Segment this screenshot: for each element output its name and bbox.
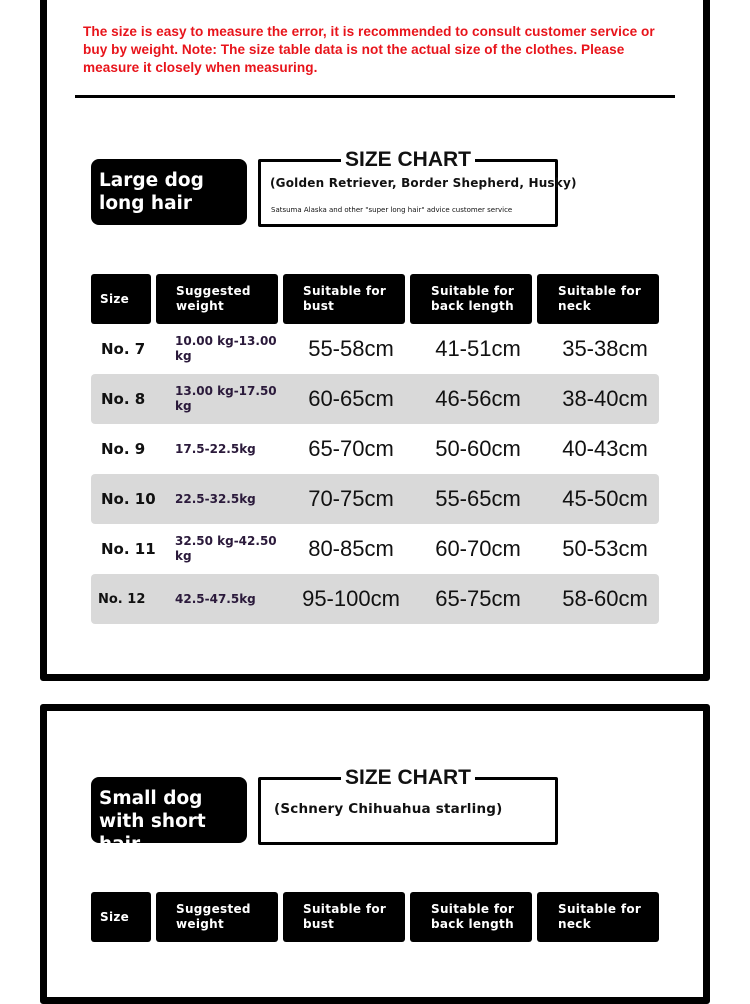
bust-cell: 60-65cm	[308, 386, 394, 411]
weight-cell: 10.00 kg-13.00 kg	[175, 334, 277, 363]
table-row	[91, 424, 659, 474]
table-row	[91, 524, 659, 574]
size-chart-box	[258, 148, 577, 227]
measurement-notice: The size is easy to measure the error, it is recommended to consult customer service or buy by weight. Note: The size table data is not the actual size of the clothes. Please measure it closely when measuring.	[83, 24, 655, 75]
category-label	[91, 159, 247, 225]
category-label-line1: Small dog	[99, 788, 203, 809]
chart-note: Satsuma Alaska and other "super long hair" advice customer service	[271, 206, 513, 214]
table-row	[91, 574, 659, 624]
category-label-line1: Large dog	[99, 170, 204, 191]
weight-cell: 13.00 kg-17.50 kg	[175, 384, 277, 413]
size-cell: No. 11	[101, 540, 156, 558]
size-cell: No. 12	[98, 591, 146, 607]
table-header	[91, 892, 659, 942]
table-row	[91, 374, 659, 424]
header-neck: Suitable for neck	[537, 892, 659, 942]
header-size: Size	[91, 274, 151, 324]
category-label-line2: with short hair	[99, 811, 206, 855]
size-chart-panel-small-dog	[40, 704, 710, 1004]
size-cell: No. 8	[101, 390, 146, 408]
neck-cell: 35-38cm	[562, 336, 648, 361]
bust-cell: 65-70cm	[308, 436, 394, 461]
size-cell: No. 9	[101, 440, 146, 458]
header-back-length: Suitable for back length	[410, 274, 532, 324]
neck-cell: 50-53cm	[562, 536, 648, 561]
header-weight: Suggested weight	[156, 892, 278, 942]
table-header	[91, 274, 659, 324]
weight-cell: 32.50 kg-42.50 kg	[175, 534, 277, 563]
back-length-cell: 41-51cm	[435, 336, 521, 361]
back-length-cell: 65-75cm	[435, 586, 521, 611]
category-label-line2: long hair	[99, 193, 193, 214]
table-row	[91, 474, 659, 524]
header-bust: Suitable for bust	[283, 892, 405, 942]
bust-cell: 70-75cm	[308, 486, 394, 511]
bust-cell: 55-58cm	[308, 336, 394, 361]
neck-cell: 40-43cm	[562, 436, 648, 461]
table-row	[91, 324, 659, 374]
header-back-length: Suitable for back length	[410, 892, 532, 942]
back-length-cell: 55-65cm	[435, 486, 521, 511]
size-cell: No. 7	[101, 340, 146, 358]
back-length-cell: 60-70cm	[435, 536, 521, 561]
size-chart-panel-large-dog	[40, 0, 710, 681]
header-weight: Suggested weight	[156, 274, 278, 324]
weight-cell: 42.5-47.5kg	[175, 591, 256, 606]
header-size: Size	[91, 892, 151, 942]
back-length-cell: 46-56cm	[435, 386, 521, 411]
divider	[75, 95, 675, 98]
size-chart-box	[258, 766, 558, 845]
back-length-cell: 50-60cm	[435, 436, 521, 461]
neck-cell: 38-40cm	[562, 386, 648, 411]
size-chart-title: SIZE CHART	[341, 148, 475, 171]
weight-cell: 22.5-32.5kg	[175, 491, 256, 506]
category-label	[91, 777, 247, 855]
header-neck: Suitable for neck	[537, 274, 659, 324]
neck-cell: 58-60cm	[562, 586, 648, 611]
breed-list: (Schnery Chihuahua starling)	[274, 801, 503, 817]
weight-cell: 17.5-22.5kg	[175, 441, 256, 456]
size-cell: No. 10	[101, 490, 156, 508]
neck-cell: 45-50cm	[562, 486, 648, 511]
bust-cell: 95-100cm	[302, 586, 400, 611]
size-chart-title: SIZE CHART	[341, 766, 475, 789]
header-bust: Suitable for bust	[283, 274, 405, 324]
breed-list: (Golden Retriever, Border Shepherd, Husky)	[270, 176, 577, 190]
bust-cell: 80-85cm	[308, 536, 394, 561]
